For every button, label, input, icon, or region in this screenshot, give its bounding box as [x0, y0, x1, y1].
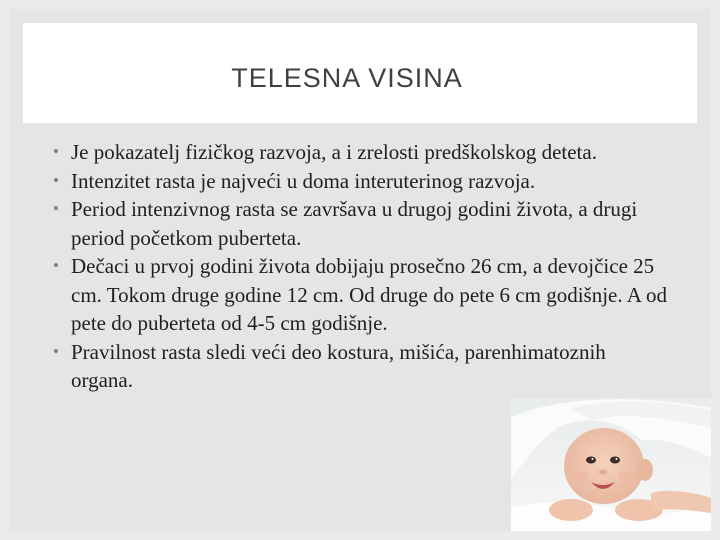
bullet-icon: • [53, 341, 59, 361]
slide-title: TELESNA VISINA [231, 63, 463, 93]
baby-photo-illustration [511, 398, 711, 531]
bullet-list [53, 138, 673, 395]
bullet-icon: • [53, 256, 59, 275]
bullet-item [53, 167, 673, 196]
bullet-icon: • [53, 170, 59, 190]
bullet-item [53, 138, 673, 167]
bullet-item [53, 338, 673, 395]
bullet-item [53, 195, 673, 252]
bullet-item [53, 252, 673, 338]
bullet-icon: • [53, 142, 59, 161]
bullet-text: Intenzitet rasta je najveći u doma interuterinog razvoja. [71, 168, 536, 193]
bullet-icon: • [53, 199, 59, 218]
baby-photo [511, 398, 711, 531]
bullet-text: Period intenzivnog rasta se završava u drugoj godini života, a drugi period početkom puberteta. [71, 197, 638, 250]
bullet-text: Dečaci u prvoj godini života dobijaju prosečno 26 cm, a devojčice 25 cm. Tokom druge godine 12 cm. Od druge do pete 6 cm godišnje. A od pete do puberteta od 4-5 cm godišnje. [71, 254, 667, 335]
title-box [23, 23, 697, 123]
bullet-text: Pravilnost rasta sledi veći deo kostura, mišića, parenhimatoznih organa. [71, 339, 606, 392]
bullet-text: Je pokazatelj fizičkog razvoja, a i zrelosti predškolskog deteta. [71, 140, 597, 164]
